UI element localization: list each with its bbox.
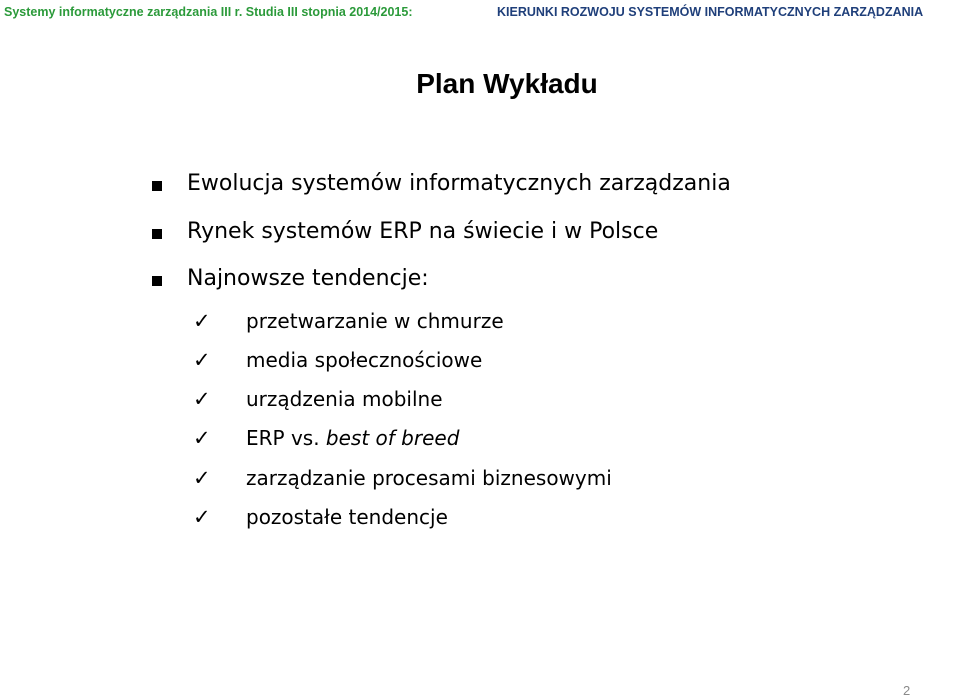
slide-title: Plan Wykładu bbox=[416, 68, 598, 99]
bullet-text: Rynek systemów ERP na świecie i w Polsce bbox=[187, 219, 659, 244]
sub-item-text bbox=[246, 426, 459, 450]
checkmark-icon: ✓ bbox=[193, 309, 211, 333]
sub-item-text: media społecznościowe bbox=[246, 348, 483, 372]
page-number: 2 bbox=[903, 683, 911, 698]
checkmark-icon: ✓ bbox=[193, 426, 211, 450]
checkmark-icon: ✓ bbox=[193, 505, 211, 529]
slide-header bbox=[0, 0, 960, 26]
sub-item-text: przetwarzanie w chmurze bbox=[246, 309, 504, 333]
sub-item-text: zarządzanie procesami biznesowymi bbox=[246, 466, 612, 490]
lecture-topic: KIERUNKI ROZWOJU SYSTEMÓW INFORMATYCZNYCH ZARZĄDZANIA bbox=[497, 5, 924, 19]
course-info: Systemy informatyczne zarządzania III r. Studia III stopnia 2014/2015: bbox=[4, 5, 413, 19]
sub-item-text: urządzenia mobilne bbox=[246, 387, 443, 411]
sub-item-text: pozostałe tendencje bbox=[246, 505, 448, 529]
bullet-text: Ewolucja systemów informatycznych zarządzania bbox=[187, 171, 731, 196]
sub-item-prefix: ERP vs. bbox=[246, 426, 326, 450]
checkmark-icon: ✓ bbox=[193, 348, 211, 372]
square-bullet-icon bbox=[152, 276, 162, 286]
sub-item-emphasis: best of breed bbox=[325, 426, 460, 450]
square-bullet-icon bbox=[152, 181, 162, 191]
checkmark-icon: ✓ bbox=[193, 387, 211, 411]
bullet-text: Najnowsze tendencje: bbox=[187, 266, 429, 291]
square-bullet-icon bbox=[152, 229, 162, 239]
checkmark-icon: ✓ bbox=[193, 466, 211, 490]
